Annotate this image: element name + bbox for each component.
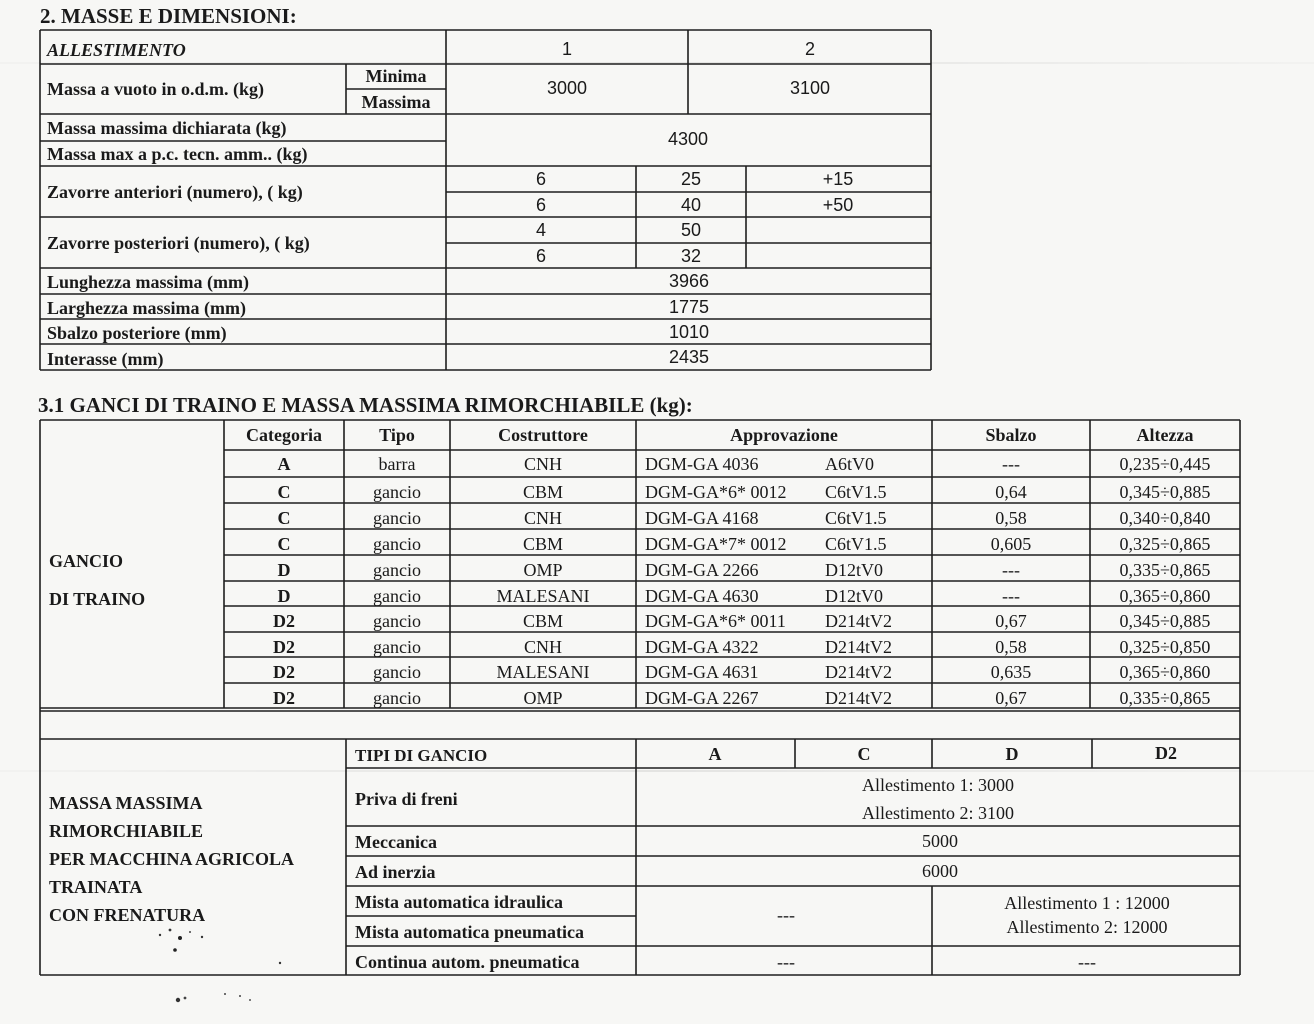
- mista-right-value-2: Allestimento 2: 12000: [1006, 917, 1168, 937]
- column-header-sbalzo: Sbalzo: [985, 425, 1037, 445]
- cell-altezza: 0,335÷0,865: [1119, 688, 1211, 708]
- cell-approvazione-codice: D214tV2: [825, 662, 892, 682]
- cell-sbalzo: 0,635: [990, 662, 1032, 682]
- traino-side-label: DI TRAINO: [49, 589, 146, 609]
- cell-categoria: D2: [273, 637, 295, 657]
- tipo-gancio-d2: D2: [1155, 743, 1177, 763]
- cell-approvazione-codice: D214tV2: [825, 611, 892, 631]
- cell-tipo: gancio: [373, 508, 421, 528]
- cell-altezza: 0,365÷0,860: [1119, 662, 1211, 682]
- cell-approvazione-codice: D214tV2: [825, 688, 892, 708]
- cell-costruttore: CNH: [523, 454, 563, 474]
- mista-pneumatica-label: Mista automatica pneumatica: [355, 922, 584, 942]
- gancio-side-label: GANCIO: [49, 551, 124, 571]
- inerzia-value: 6000: [922, 861, 958, 881]
- priva-freni-label: Priva di freni: [355, 789, 458, 809]
- cell-sbalzo: 0,67: [995, 611, 1027, 631]
- lunghezza-label: Lunghezza massima (mm): [47, 272, 249, 292]
- cell-approvazione-numero: DGM-GA 4631: [645, 662, 759, 682]
- tipo-gancio-a: A: [708, 744, 722, 764]
- cell-categoria: C: [277, 534, 291, 554]
- cell-approvazione-numero: DGM-GA 4322: [645, 637, 759, 657]
- massa-vuoto-label: Massa a vuoto in o.d.m. (kg): [47, 79, 265, 99]
- column-header-altezza: Altezza: [1136, 425, 1194, 445]
- cell-sbalzo: 0,58: [995, 508, 1027, 528]
- zavorre-posteriori-cell: 4: [535, 220, 547, 240]
- column-header-approvazione: Approvazione: [730, 425, 838, 445]
- cell-categoria: D2: [273, 688, 295, 708]
- cell-altezza: 0,345÷0,885: [1119, 482, 1211, 502]
- cell-categoria: D2: [273, 611, 295, 631]
- cell-tipo: gancio: [373, 662, 421, 682]
- cell-approvazione-codice: D214tV2: [825, 637, 892, 657]
- cell-approvazione-numero: DGM-GA 2266: [645, 560, 759, 580]
- cell-categoria: A: [277, 454, 291, 474]
- zavorre-anteriori-cell: 6: [535, 169, 547, 189]
- zavorre-posteriori-label: Zavorre posteriori (numero), ( kg): [47, 233, 310, 253]
- allestimento-col-2: 2: [804, 39, 816, 59]
- zavorre-anteriori-label: Zavorre anteriori (numero), ( kg): [47, 182, 303, 202]
- meccanica-value: 5000: [922, 831, 958, 851]
- zavorre-posteriori-cell: 6: [535, 246, 547, 266]
- tipo-gancio-c: C: [857, 744, 871, 764]
- cell-costruttore: CBM: [522, 482, 564, 502]
- cell-approvazione-numero: DGM-GA 4630: [645, 586, 759, 606]
- massa-max-value: 4300: [667, 129, 709, 149]
- cell-approvazione-numero: DGM-GA 4036: [645, 454, 759, 474]
- interasse-label: Interasse (mm): [47, 349, 164, 369]
- allestimento-col-1: 1: [561, 39, 573, 59]
- cell-tipo: gancio: [373, 586, 421, 606]
- tipi-gancio-label: TIPI DI GANCIO: [355, 746, 488, 765]
- cell-approvazione-numero: DGM-GA*7* 0012: [645, 534, 787, 554]
- continua-right-value: ---: [1078, 952, 1096, 972]
- cell-costruttore: MALESANI: [496, 586, 590, 606]
- column-header-tipo: Tipo: [379, 425, 415, 445]
- cell-altezza: 0,340÷0,840: [1119, 508, 1211, 528]
- cell-altezza: 0,335÷0,865: [1119, 560, 1211, 580]
- cell-approvazione-codice: C6tV1.5: [825, 534, 887, 554]
- massima-label: Massima: [361, 92, 431, 112]
- cell-sbalzo: ---: [1002, 560, 1020, 580]
- cell-costruttore: CNH: [523, 508, 563, 528]
- cell-costruttore: CBM: [522, 534, 564, 554]
- cell-costruttore: CBM: [522, 611, 564, 631]
- tipo-gancio-d: D: [1005, 744, 1019, 764]
- cell-tipo: gancio: [373, 482, 421, 502]
- column-header-categoria: Categoria: [246, 425, 322, 445]
- cell-sbalzo: ---: [1002, 454, 1020, 474]
- cell-costruttore: OMP: [523, 688, 563, 708]
- cell-tipo: gancio: [373, 688, 421, 708]
- mista-right-value-1: Allestimento 1 : 12000: [1004, 893, 1170, 913]
- priva-freni-value-2: Allestimento 2: 3100: [862, 803, 1014, 823]
- meccanica-label: Meccanica: [355, 832, 437, 852]
- zavorre-anteriori-cell: 25: [680, 169, 702, 189]
- interasse-value: 2435: [668, 347, 710, 367]
- massa-vuoto-value-2: 3100: [789, 78, 831, 98]
- scan-speckle-marks: [130, 920, 330, 1020]
- cell-approvazione-numero: DGM-GA 4168: [645, 508, 759, 528]
- zavorre-posteriori-cell: 50: [680, 220, 702, 240]
- cell-categoria: D: [277, 586, 291, 606]
- minima-label: Minima: [365, 66, 427, 86]
- cell-tipo: gancio: [373, 611, 421, 631]
- cell-approvazione-numero: DGM-GA*6* 0011: [645, 611, 786, 631]
- cell-altezza: 0,235÷0,445: [1119, 454, 1211, 474]
- zavorre-posteriori-cell: 32: [680, 246, 702, 266]
- cell-tipo: gancio: [373, 637, 421, 657]
- cell-tipo: gancio: [373, 560, 421, 580]
- cell-sbalzo: 0,67: [995, 688, 1027, 708]
- column-header-costruttore: Costruttore: [498, 425, 588, 445]
- larghezza-value: 1775: [668, 297, 710, 317]
- cell-costruttore: MALESANI: [496, 662, 590, 682]
- section-2-title: 2. MASSE E DIMENSIONI:: [40, 4, 297, 28]
- inerzia-label: Ad inerzia: [355, 862, 436, 882]
- rimorchio-side-line: RIMORCHIABILE: [49, 821, 204, 841]
- rimorchio-side-line: TRAINATA: [49, 877, 143, 897]
- cell-costruttore: CNH: [523, 637, 563, 657]
- cell-approvazione-numero: DGM-GA 2267: [645, 688, 759, 708]
- cell-categoria: C: [277, 482, 291, 502]
- cell-altezza: 0,325÷0,850: [1119, 637, 1211, 657]
- cell-sbalzo: 0,605: [990, 534, 1032, 554]
- sbalzo-value: 1010: [668, 322, 710, 342]
- massa-max-pc-label: Massa max a p.c. tecn. amm.. (kg): [47, 144, 308, 164]
- cell-tipo: barra: [378, 454, 416, 474]
- cell-approvazione-codice: C6tV1.5: [825, 508, 887, 528]
- zavorre-anteriori-cell: +15: [822, 169, 854, 189]
- cell-approvazione-codice: A6tV0: [825, 454, 874, 474]
- mista-left-value: ---: [777, 905, 795, 925]
- rimorchio-side-line: CON FRENATURA: [49, 905, 206, 925]
- zavorre-anteriori-cell: 6: [535, 195, 547, 215]
- rimorchio-side-line: MASSA MASSIMA: [49, 793, 203, 813]
- cell-sbalzo: 0,58: [995, 637, 1027, 657]
- cell-approvazione-codice: D12tV0: [825, 586, 883, 606]
- mista-idraulica-label: Mista automatica idraulica: [355, 892, 563, 912]
- larghezza-label: Larghezza massima (mm): [47, 298, 246, 318]
- cell-categoria: D: [277, 560, 291, 580]
- zavorre-anteriori-cell: +50: [822, 195, 854, 215]
- massa-dichiarata-label: Massa massima dichiarata (kg): [47, 118, 287, 138]
- allestimento-header: ALLESTIMENTO: [47, 40, 186, 60]
- continua-left-value: ---: [777, 952, 795, 972]
- lunghezza-value: 3966: [668, 271, 710, 291]
- cell-approvazione-codice: D12tV0: [825, 560, 883, 580]
- cell-costruttore: OMP: [523, 560, 563, 580]
- cell-sbalzo: ---: [1002, 586, 1020, 606]
- cell-tipo: gancio: [373, 534, 421, 554]
- priva-freni-value-1: Allestimento 1: 3000: [862, 775, 1014, 795]
- cell-altezza: 0,365÷0,860: [1119, 586, 1211, 606]
- rimorchio-side-line: PER MACCHINA AGRICOLA: [49, 849, 295, 869]
- cell-approvazione-numero: DGM-GA*6* 0012: [645, 482, 787, 502]
- cell-sbalzo: 0,64: [995, 482, 1027, 502]
- zavorre-anteriori-cell: 40: [680, 195, 702, 215]
- cell-categoria: D2: [273, 662, 295, 682]
- cell-altezza: 0,345÷0,885: [1119, 611, 1211, 631]
- cell-altezza: 0,325÷0,865: [1119, 534, 1211, 554]
- cell-approvazione-codice: C6tV1.5: [825, 482, 887, 502]
- sbalzo-label: Sbalzo posteriore (mm): [47, 323, 227, 343]
- massa-vuoto-value-1: 3000: [546, 78, 588, 98]
- continua-label: Continua autom. pneumatica: [355, 952, 580, 972]
- section-31-title: 3.1 GANCI DI TRAINO E MASSA MASSIMA RIMORCHIABILE (kg):: [38, 393, 693, 417]
- cell-categoria: C: [277, 508, 291, 528]
